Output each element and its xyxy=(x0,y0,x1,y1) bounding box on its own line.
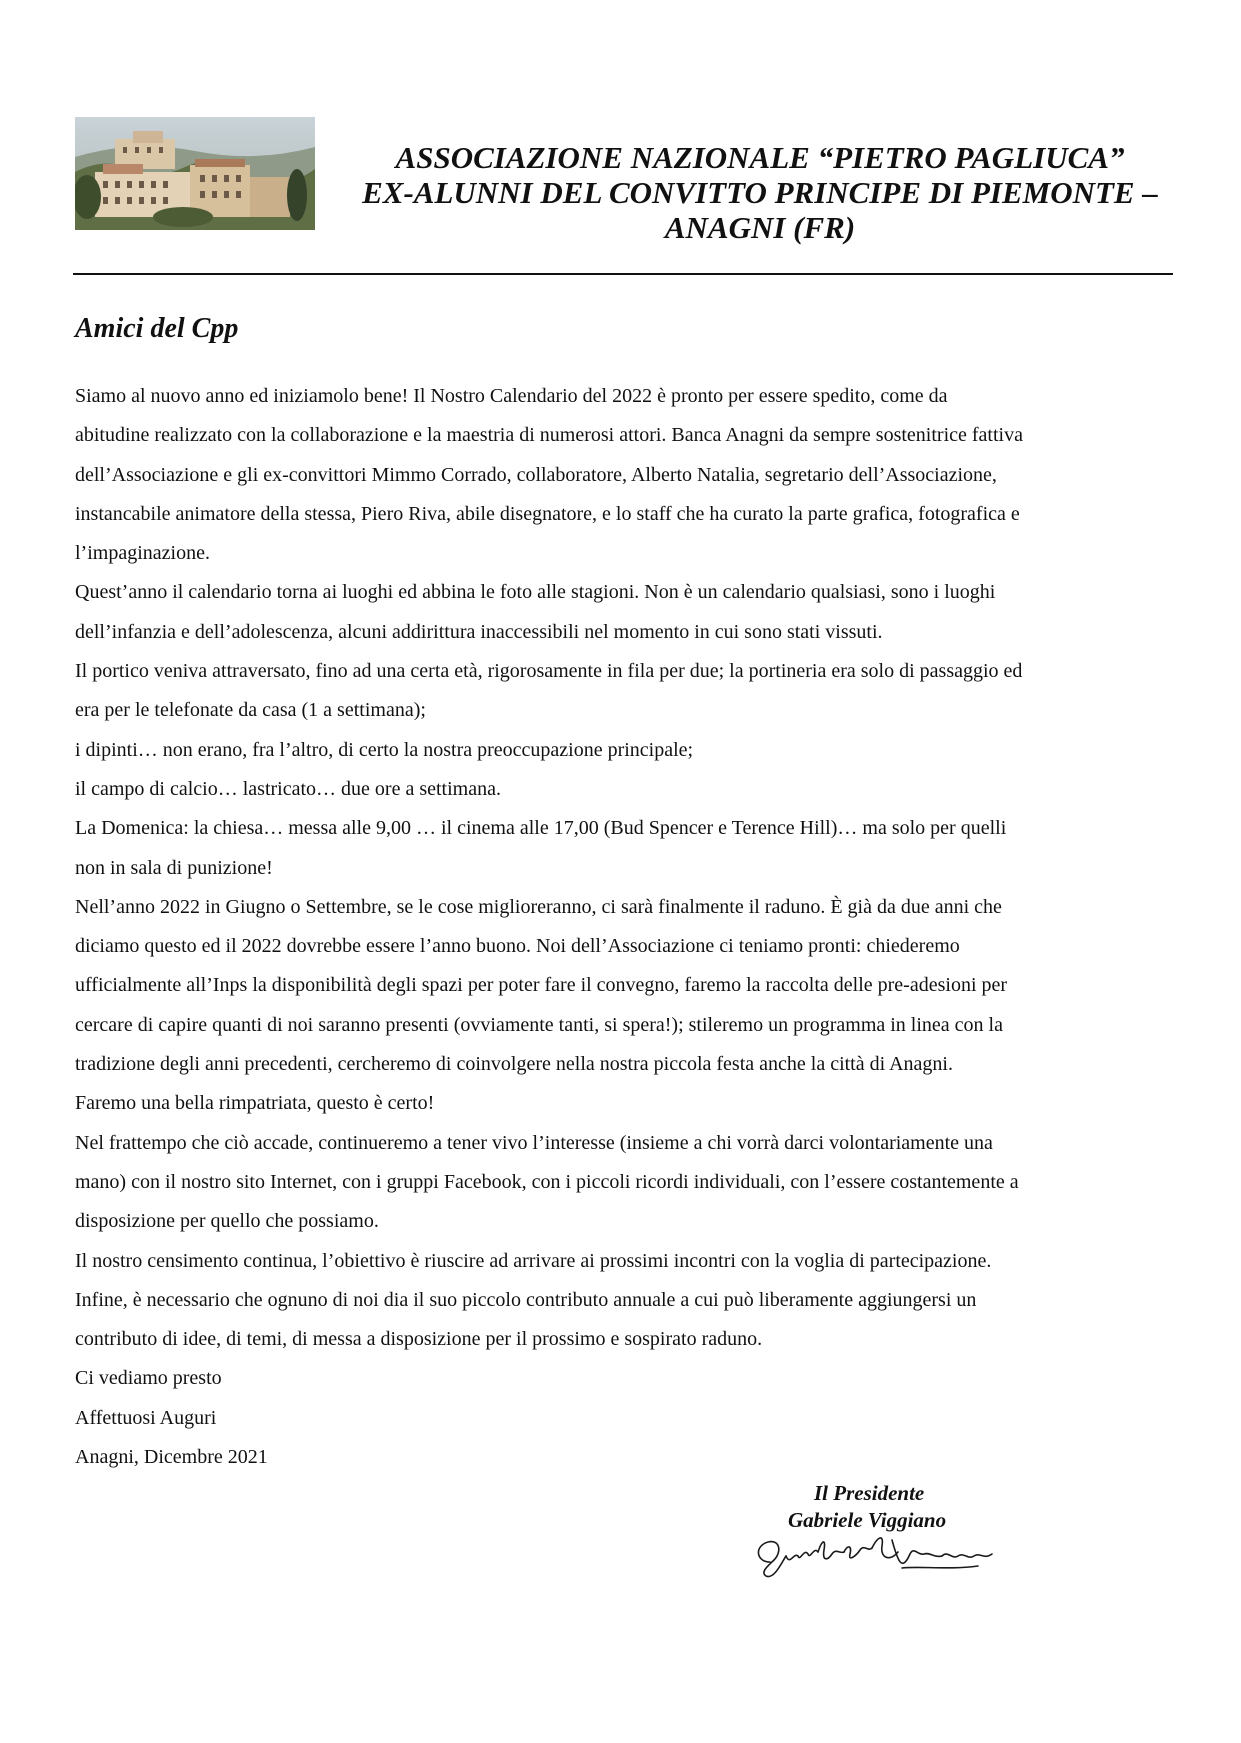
body-line: Nell’anno 2022 in Giugno o Settembre, se le cose miglioreranno, ci sarà finalmente il raduno. È già da due anni che xyxy=(75,895,1002,918)
greeting-heading: Amici del Cpp xyxy=(75,313,239,344)
body-line: era per le telefonate da casa (1 a settimana); xyxy=(75,699,426,722)
body-line: mano) con il nostro sito Internet, con i gruppi Facebook, con i piccoli ricordi individuali, con l’essere costantemente a xyxy=(75,1170,1019,1193)
title-line: ASSOCIAZIONE NAZIONALE “PIETRO PAGLIUCA” xyxy=(395,140,1125,175)
body-line: Affettuosi Auguri xyxy=(75,1406,217,1429)
body-line: diciamo questo ed il 2022 dovrebbe essere l’anno buono. Noi dell’Associazione ci teniamo pronti: chiederemo xyxy=(75,935,960,958)
title-line: ANAGNI (FR) xyxy=(664,210,856,245)
signature-block xyxy=(770,1480,1010,1534)
letter-body xyxy=(75,377,1175,1477)
body-line: La Domenica: la chiesa… messa alle 9,00 … il cinema alle 17,00 (Bud Spencer e Terence Hill)… ma solo per quelli xyxy=(75,817,1007,840)
handwritten-signature-icon xyxy=(752,1532,1012,1592)
title-line: EX-ALUNNI DEL CONVITTO PRINCIPE DI PIEMONTE – xyxy=(362,175,1158,210)
header-photo xyxy=(75,117,315,230)
body-line: dell’Associazione e gli ex-convittori Mimmo Corrado, collaboratore, Alberto Natalia, segretario dell’Associazione, xyxy=(75,463,997,486)
body-line: tradizione degli anni precedenti, cercheremo di coinvolgere nella nostra piccola festa anche la città di Anagni. xyxy=(75,1053,953,1076)
body-line: Nel frattempo che ciò accade, continueremo a tener vivo l’interesse (insieme a chi vorrà darci volontariamente una xyxy=(75,1131,993,1154)
body-line: ufficialmente all’Inps la disponibilità degli spazi per poter fare il convegno, faremo la raccolta delle pre-adesioni per xyxy=(75,974,1008,997)
body-line: l’impaginazione. xyxy=(75,542,210,565)
body-line: abitudine realizzato con la collaborazione e la maestria di numerosi attori. Banca Anagni da sempre sostenitrice fattiva xyxy=(75,424,1023,447)
body-line: dell’infanzia e dell’adolescenza, alcuni addirittura inaccessibili nel momento in cui sono stati vissuti. xyxy=(75,620,883,643)
header-divider xyxy=(73,273,1173,275)
body-line: Anagni, Dicembre 2021 xyxy=(75,1446,268,1469)
body-line: il campo di calcio… lastricato… due ore a settimana. xyxy=(75,777,501,800)
body-line: Ci vediamo presto xyxy=(75,1367,222,1390)
body-line: Il portico veniva attraversato, fino ad una certa età, rigorosamente in fila per due; la portineria era solo di passaggio ed xyxy=(75,660,1023,683)
body-line: i dipinti… non erano, fra l’altro, di certo la nostra preoccupazione principale; xyxy=(75,738,694,761)
body-line: Siamo al nuovo anno ed iniziamolo bene! Il Nostro Calendario del 2022 è pronto per essere spedito, come da xyxy=(75,385,948,407)
body-line: Faremo una bella rimpatriata, questo è certo! xyxy=(75,1092,435,1115)
body-line: disposizione per quello che possiamo. xyxy=(75,1210,379,1233)
body-line: instancabile animatore della stessa, Piero Riva, abile disegnatore, e lo staff che ha curato la parte grafica, fotografica e xyxy=(75,502,1020,525)
signature-role: Il Presidente xyxy=(814,1481,925,1505)
signature-name: Gabriele Viggiano xyxy=(788,1508,947,1532)
association-title xyxy=(330,140,1190,245)
body-line: Il nostro censimento continua, l’obiettivo è riuscire ad arrivare ai prossimi incontri con la voglia di partecipazione. xyxy=(75,1249,992,1272)
body-line: non in sala di punizione! xyxy=(75,856,273,879)
body-line: Infine, è necessario che ognuno di noi dia il suo piccolo contributo annuale a cui può liberamente aggiungersi un xyxy=(75,1288,977,1311)
hilltop-building-photo-icon xyxy=(75,117,315,230)
body-line: cercare di capire quanti di noi saranno presenti (ovviamente tanti, si spera!); stileremo un programma in linea con la xyxy=(75,1013,1003,1036)
body-line: Quest’anno il calendario torna ai luoghi ed abbina le foto alle stagioni. Non è un calendario qualsiasi, sono i luoghi xyxy=(75,581,996,604)
body-line: contributo di idee, di temi, di messa a disposizione per il prossimo e sospirato raduno. xyxy=(75,1328,763,1351)
